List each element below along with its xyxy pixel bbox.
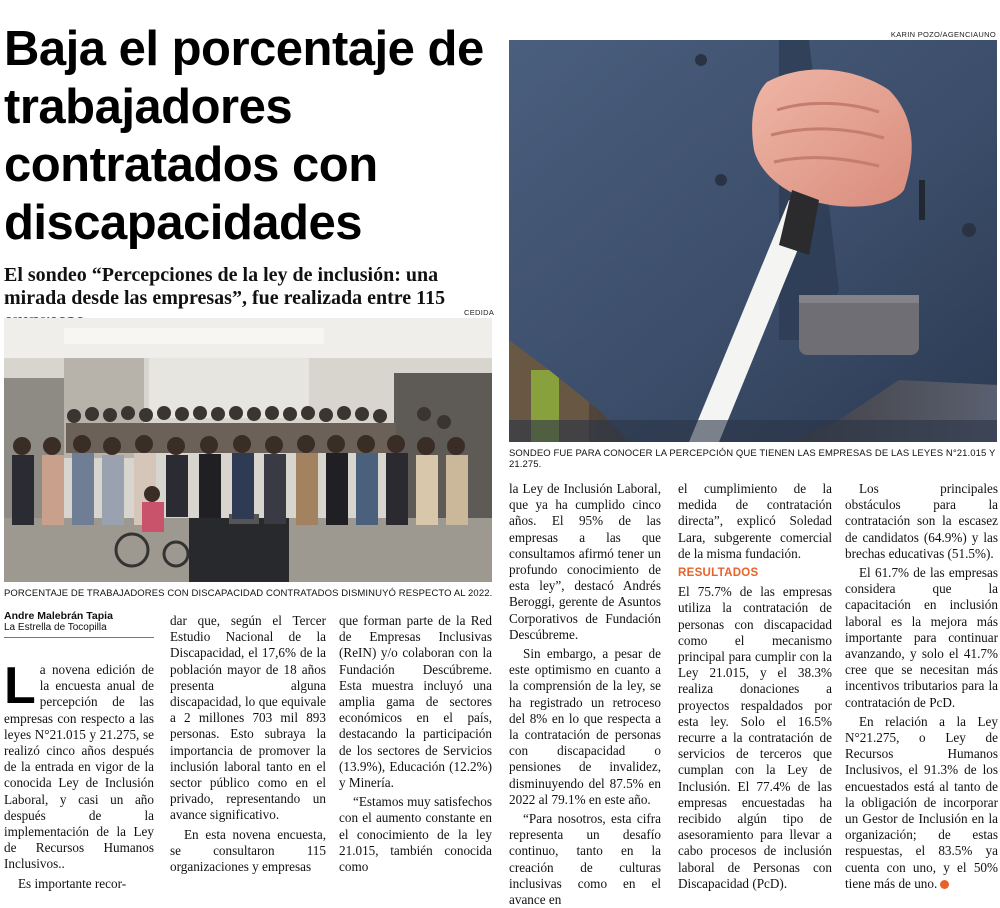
column-4-paragraph-1: la Ley de Inclusión Laboral, que ya ha cumplido cinco años. El 95% de las empresas a las que consultamos afirmó tener un profundo conocimiento de esta ley”, destacó Andrés Beroggi, gerente de Asuntos Corporativos de Fundación Descúbreme. — [509, 481, 661, 642]
byline-outlet: La Estrella de Tocopilla — [4, 622, 107, 633]
column-1-paragraph-1: La novena edición de la encuesta anual de percepción de las empresas con respecto a las leyes N°21.015 y 21.275, se realizó cinco años después de la entrada en vigor de la conocida Ley de Inclusión Laboral, y casi un año después de la implementación de la Ley de Recursos Humanos Inclusivos.. — [4, 657, 154, 872]
group-photo-caption: PORCENTAJE DE TRABAJADORES CON DISCAPACIDAD CONTRATADOS DISMINUYÓ RESPECTO AL 2022. — [4, 588, 493, 599]
group-photo-illustration — [4, 318, 492, 582]
column-1-paragraph-2: Es importante recor- — [18, 875, 127, 891]
column-3 — [339, 613, 492, 875]
main-photo — [509, 40, 997, 442]
section-heading-resultados: RESULTADOS — [678, 567, 759, 580]
column-3-paragraph-2: “Estamos muy satisfechos con el aumento constante en el conocimiento de la ley 21.015, también conocida como — [339, 794, 492, 875]
column-4-paragraph-2: Sin embargo, a pesar de este optimismo en cuanto a la comprensión de la ley, se ha registrado un retroceso del 8% en lo que respecta a la contratación de personas con discapacidad o pensiones de invalidez, disminuyendo del 87.5% en 2022 al 79.1% en este año. — [509, 646, 661, 807]
column-2-paragraph-1: dar que, según el Tercer Estudio Nacional de la Discapacidad, el 17,6% de la población mayor de 18 años presenta alguna discapacidad, lo que equivale a 2 millones 703 mil 893 personas. Esto subraya la importancia de promover la inclusión laboral tanto en el sector público como en el privado, representando un avance significativo. — [170, 613, 326, 823]
column-5 — [678, 481, 832, 892]
column-3-paragraph-1: que forman parte de la Red de Empresas Inclusivas (ReIN) y/o colaboran con la Fundación Descúbreme. Esta muestra incluyó una amplia gama de sectores económicos en el país, destacando la participación de los sectores de Servicios (13.9%), Educación (12.2%) y Minería. — [339, 613, 492, 791]
column-6-paragraph-1: Los principales obstáculos para la contratación son la escasez de candidatos (64.9%) y las brechas educativas (51.5%). — [845, 481, 998, 561]
subheadline: El sondeo “Percepciones de la ley de inclusión: una mirada desde las empresas”, fue realizada entre 115 — [4, 264, 446, 309]
column-2-paragraph-2: En esta novena encuesta, se consultaron 115 organizaciones y empresas — [170, 826, 326, 875]
byline — [4, 610, 154, 638]
column-6-paragraph-2: El 61.7% de las empresas considera que la capacitación en inclusión laboral es la mejora más importante para continuar avanzando, y solo el 41.7% cree que se necesitan más incentivos tributarios para la contratación de PcD. — [845, 565, 998, 710]
headline: Baja el porcentaje de trabajadores contratados con discapacidades — [4, 22, 484, 250]
group-photo — [4, 318, 492, 582]
main-photo-caption: SONDEO FUE PARA CONOCER LA PERCEPCIÓN QUE TIENEN LAS EMPRESAS DE LAS LEYES N°21.015 Y 21.275. — [509, 448, 996, 470]
dropcap: L — [4, 657, 36, 715]
byline-author: Andre Malebrán Tapia — [4, 610, 113, 622]
column-6 — [845, 481, 998, 892]
column-4 — [509, 481, 661, 908]
column-2 — [170, 613, 326, 875]
column-5-paragraph-2: El 75.7% de las empresas utiliza la contratación de personas con discapacidad como el mecanismo principal para cumplir con la Ley 21.015, y el 38.3% realiza donaciones a proyectos respaldados por esta ley. Solo el 16.5% recurre a la contratación de servicios de terceros que cumplan con la Ley de Inclusión. El 77.4% de las empresas encuestadas ha recibido algún tipo de asesoramiento para llevar a cabo procesos de inclusión laboral de Personas con Discapacidad (PcD). — [678, 584, 832, 891]
cane-photo-illustration — [509, 40, 997, 442]
group-photo-credit: CEDIDA — [464, 308, 495, 317]
main-photo-credit: KARIN POZO/AGENCIAUNO — [890, 30, 996, 39]
column-5-paragraph-1: el cumplimiento de la medida de contratación directa”, explicó Soledad Lara, subgerente comercial de la misma fundación. — [678, 481, 832, 561]
column-4-paragraph-3: “Para nosotros, esta cifra representa un desafío continuo, tanto en la creación de culturas inclusivas como en el avance en — [509, 811, 661, 908]
byline-divider — [4, 637, 154, 638]
column-1 — [4, 657, 154, 892]
column-6-paragraph-3: En relación a la Ley N°21.275, o Ley de Recursos Humanos Inclusivos, el 91.3% de los encuestados está al tanto de la obligación de incorporar un Gestor de Inclusión en la organización; de estas respuestas, el 83.5% ya cuenta con uno, y el 50% tiene más de uno. — [845, 713, 998, 891]
